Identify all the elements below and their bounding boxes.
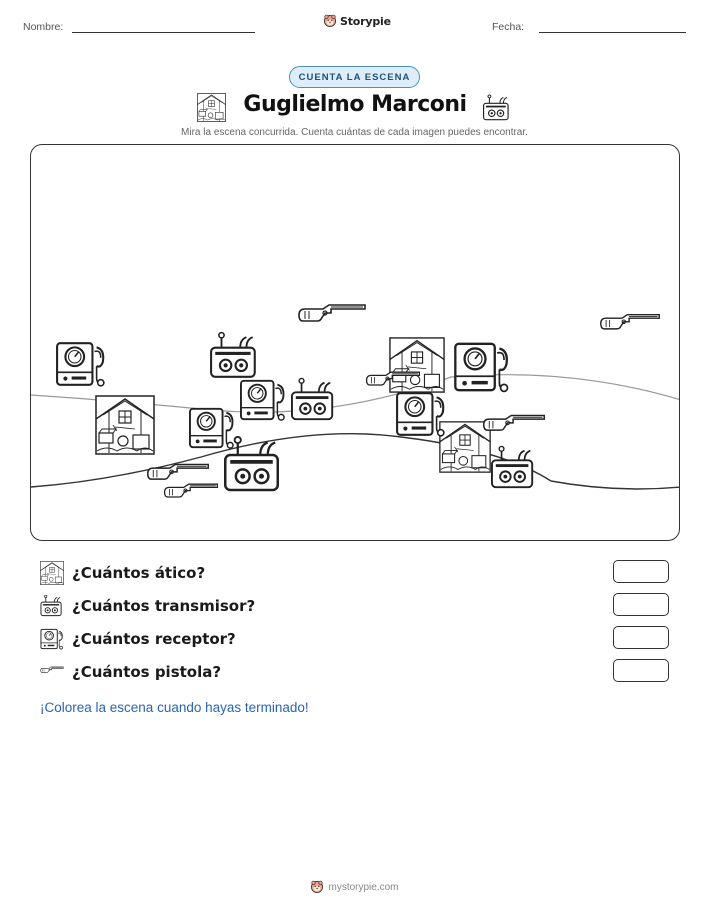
receiver-icon bbox=[455, 344, 507, 392]
question-row bbox=[40, 625, 236, 653]
receiver-icon bbox=[241, 381, 284, 420]
pistol-icon bbox=[601, 315, 659, 329]
answer-box[interactable] bbox=[613, 593, 669, 616]
mascot-icon bbox=[323, 14, 337, 28]
receiver-icon bbox=[40, 627, 64, 651]
coloring-note: ¡Colorea la escena cuando hayas terminado! bbox=[40, 700, 309, 715]
answer-box[interactable] bbox=[613, 560, 669, 583]
date-label: Fecha: bbox=[492, 21, 525, 33]
question-text: ¿Cuántos receptor? bbox=[72, 630, 236, 648]
transmitter-icon bbox=[482, 94, 512, 122]
instructions: Mira la escena concurrida. Cuenta cuántas de cada imagen puedes encontrar. bbox=[181, 127, 528, 138]
pistol-icon bbox=[165, 484, 218, 497]
question-row bbox=[40, 559, 205, 587]
attic-icon bbox=[96, 396, 154, 454]
pistol-icon bbox=[40, 662, 64, 676]
name-label: Nombre: bbox=[23, 21, 64, 33]
page-title: Guglielmo Marconi bbox=[243, 92, 467, 117]
answer-box[interactable] bbox=[613, 626, 669, 649]
transmitter-icon bbox=[40, 594, 64, 618]
footer-site[interactable]: mystorypie.com bbox=[328, 881, 399, 893]
brand-name: Storypie bbox=[340, 14, 391, 28]
question-row bbox=[40, 592, 255, 620]
transmitter-icon bbox=[211, 333, 255, 377]
activity-badge: CUENTA LA ESCENA bbox=[289, 66, 420, 88]
question-text: ¿Cuántos pistola? bbox=[72, 663, 222, 681]
question-row bbox=[40, 658, 221, 686]
footer bbox=[0, 880, 709, 894]
pistol-icon bbox=[148, 465, 209, 480]
scene-box[interactable] bbox=[30, 144, 680, 541]
mascot-icon bbox=[310, 880, 324, 894]
answer-box[interactable] bbox=[613, 659, 669, 682]
attic-icon bbox=[197, 93, 226, 122]
brand-logo bbox=[323, 14, 391, 28]
receiver-icon bbox=[397, 393, 444, 436]
question-text: ¿Cuántos ático? bbox=[72, 564, 206, 582]
attic-icon bbox=[390, 338, 444, 392]
transmitter-icon bbox=[292, 378, 332, 419]
receiver-icon bbox=[57, 343, 104, 386]
question-text: ¿Cuántos transmisor? bbox=[72, 597, 256, 615]
pistol-icon bbox=[299, 305, 365, 321]
scene-canvas bbox=[31, 145, 680, 541]
attic-icon bbox=[440, 422, 490, 472]
name-field[interactable] bbox=[72, 32, 255, 33]
date-field[interactable] bbox=[539, 32, 686, 33]
pistol-icon bbox=[484, 416, 545, 431]
transmitter-icon bbox=[492, 446, 532, 487]
receiver-icon bbox=[190, 409, 233, 448]
attic-icon bbox=[40, 561, 64, 585]
